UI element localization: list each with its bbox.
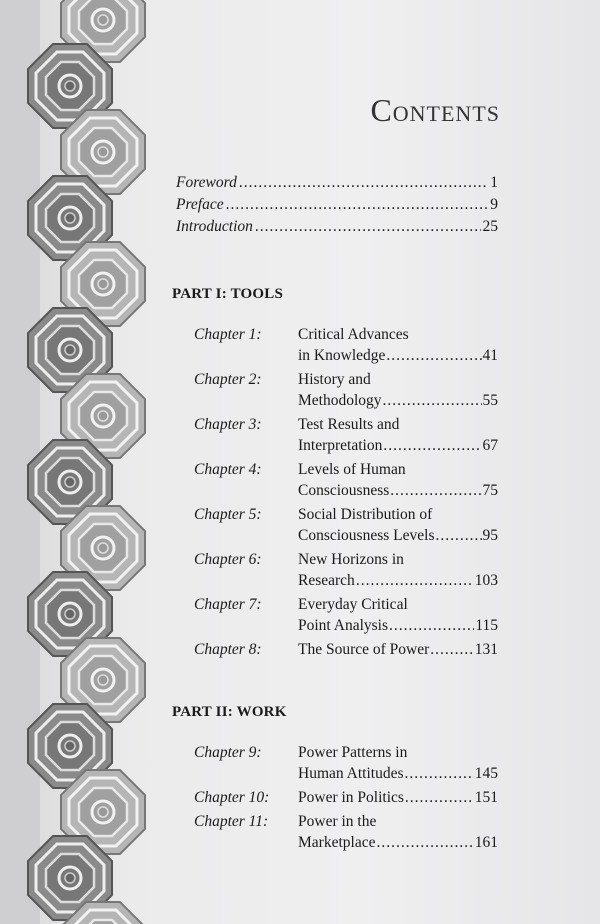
chapter-title: The Source of Power <box>298 641 430 658</box>
dot-leader <box>383 392 482 410</box>
toc-label: Foreword <box>176 174 237 191</box>
chapter-title-line2: Interpretation <box>298 437 383 454</box>
dot-leader <box>435 527 481 545</box>
toc-entry-preface <box>176 196 498 218</box>
chapter-page-number: 115 <box>475 617 498 634</box>
chapter-title-line2-row <box>298 765 498 783</box>
dot-leader <box>390 482 481 500</box>
chapter-title-line1: Everyday Critical <box>298 596 408 613</box>
chapter-title-line1: New Horizons in <box>298 551 404 568</box>
chapter-title-line2: Point Analysis <box>298 617 389 634</box>
chapter-title-line1: History and <box>298 371 371 388</box>
chapter-title: Power in Politics <box>298 789 404 806</box>
chapter-number: Chapter 10: <box>194 789 270 806</box>
chapter-number: Chapter 6: <box>194 551 262 568</box>
toc-page-number: 25 <box>482 218 498 235</box>
part-heading: PART I: TOOLS <box>172 286 283 302</box>
chapter-number: Chapter 5: <box>194 506 262 523</box>
dot-leader <box>430 641 473 659</box>
dot-leader <box>255 218 481 236</box>
chapter-number: Chapter 4: <box>194 461 262 478</box>
chapter-title-row <box>298 789 498 807</box>
chapter-title-line2-row <box>298 392 498 410</box>
dot-leader <box>356 572 474 590</box>
chapter-number: Chapter 7: <box>194 596 262 613</box>
chapter-page-number: 95 <box>482 527 498 544</box>
chapter-page-number: 103 <box>474 572 498 589</box>
chapter-title-line1: Levels of Human <box>298 461 406 478</box>
part-heading: PART II: WORK <box>172 704 287 720</box>
chapter-title-row <box>298 641 498 659</box>
chapter-title-line1: Power in the <box>298 813 377 830</box>
chapter-title-line2-row <box>298 437 498 455</box>
chapter-title-line2: Consciousness Levels <box>298 527 435 544</box>
chapter-number: Chapter 8: <box>194 641 262 658</box>
toc-entry-introduction <box>176 218 498 240</box>
ornamental-border <box>0 0 160 924</box>
chapter-title-line2-row <box>298 347 498 365</box>
chapter-number: Chapter 1: <box>194 326 262 343</box>
chapter-page-number: 145 <box>474 765 498 782</box>
chapter-title-line2: Human Attitudes <box>298 765 404 782</box>
chapter-number: Chapter 3: <box>194 416 262 433</box>
chapter-page-number: 131 <box>474 641 498 658</box>
dot-leader <box>376 834 473 852</box>
chapter-page-number: 67 <box>482 437 498 454</box>
chapter-page-number: 55 <box>482 392 498 409</box>
chapter-title-line1: Test Results and <box>298 416 400 433</box>
chapter-number: Chapter 9: <box>194 744 262 761</box>
dot-leader <box>404 765 473 783</box>
chapter-title-line2: Marketplace <box>298 834 376 851</box>
dot-leader <box>405 789 474 807</box>
chapter-page-number: 75 <box>482 482 498 499</box>
chapter-title-line1: Power Patterns in <box>298 744 408 761</box>
dot-leader <box>239 174 488 192</box>
chapter-title-line1: Critical Advances <box>298 326 409 343</box>
chapter-page-number: 41 <box>482 347 498 364</box>
toc-label: Preface <box>176 196 224 213</box>
chapter-title-line2: Methodology <box>298 392 382 409</box>
chapter-title-line2-row <box>298 482 498 500</box>
chapter-title-line2: in Knowledge <box>298 347 386 364</box>
toc-page-number: 9 <box>490 196 498 213</box>
dot-leader <box>386 347 481 365</box>
toc-label: Introduction <box>176 218 253 235</box>
chapter-title-line2-row <box>298 617 498 635</box>
chapter-page-number: 151 <box>474 789 498 806</box>
dot-leader <box>226 196 489 214</box>
toc-entry-foreword <box>176 174 498 196</box>
chapter-title-line2-row <box>298 527 498 545</box>
chapter-title-line1: Social Distribution of <box>298 506 433 523</box>
chapter-title-line2-row <box>298 572 498 590</box>
chapter-title-line2: Research <box>298 572 355 589</box>
chapter-title-line2-row <box>298 834 498 852</box>
page-title: Contents <box>370 92 500 128</box>
dot-leader <box>383 437 481 455</box>
chapter-number: Chapter 11: <box>194 813 269 830</box>
dot-leader <box>389 617 474 635</box>
chapter-number: Chapter 2: <box>194 371 262 388</box>
chapter-title-line2: Consciousness <box>298 482 390 499</box>
toc-page-number: 1 <box>490 174 498 191</box>
chapter-page-number: 161 <box>474 834 498 851</box>
